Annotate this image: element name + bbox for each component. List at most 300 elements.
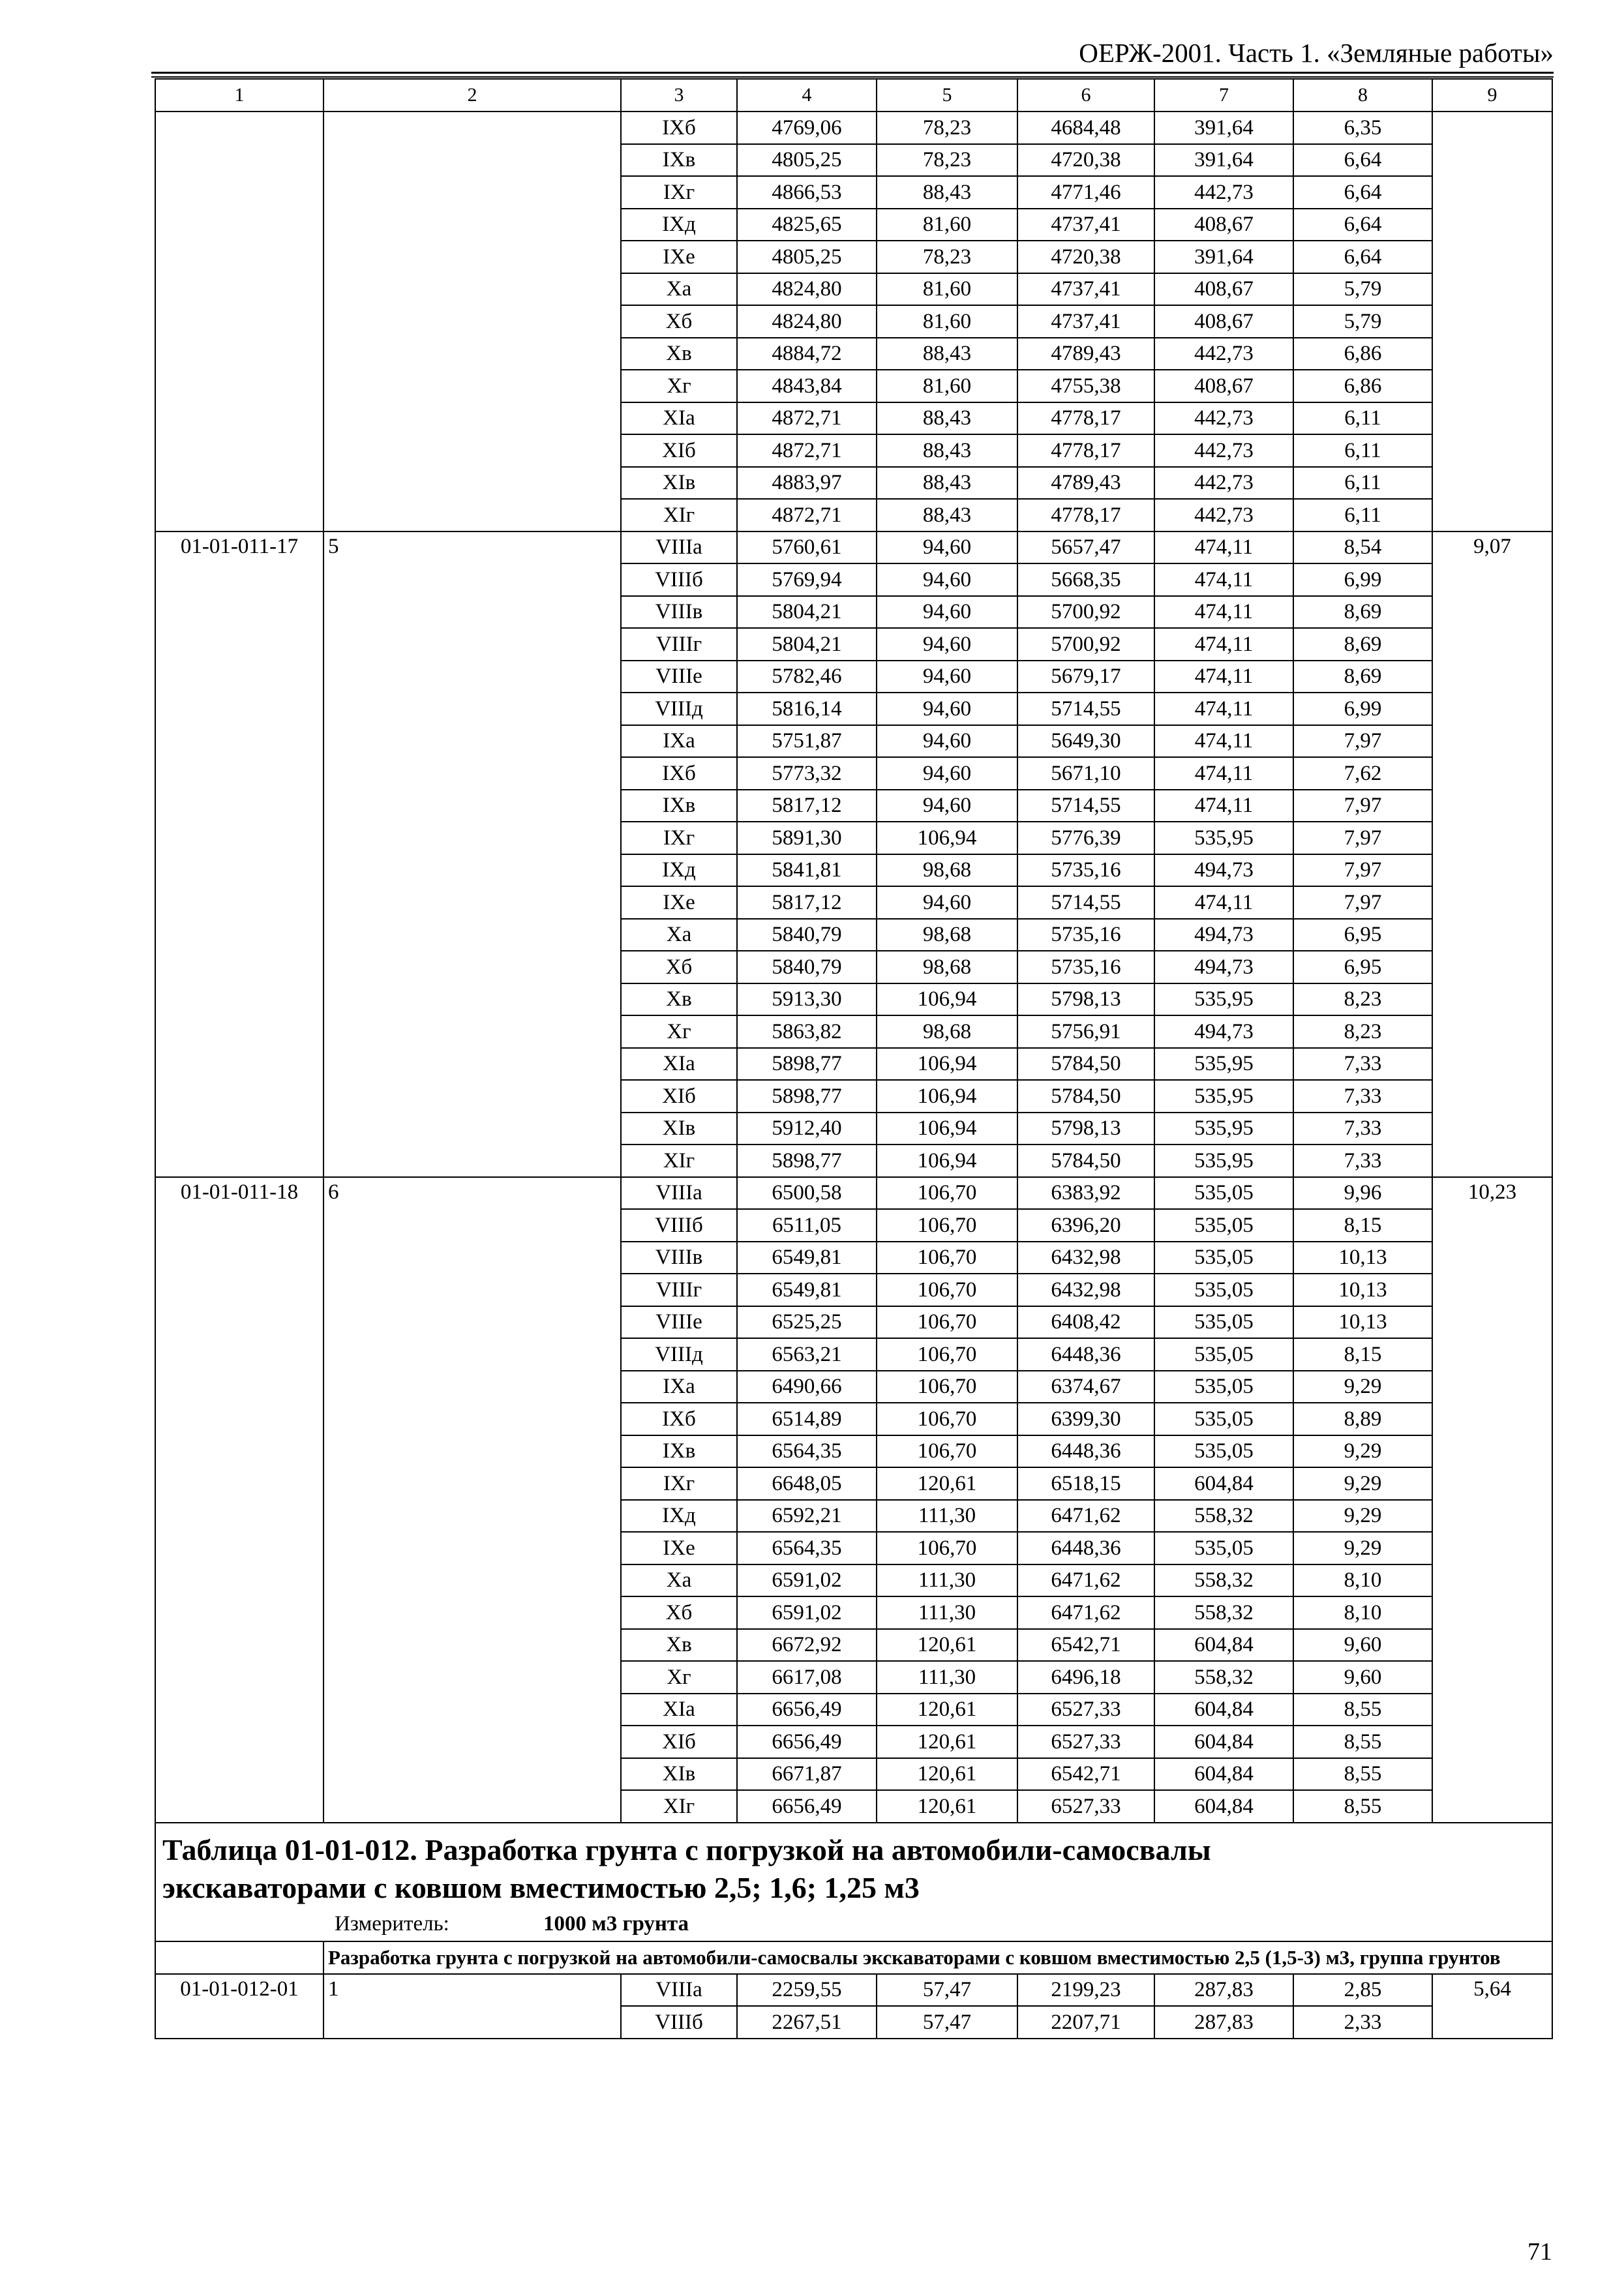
machinist-wages: 474,11 xyxy=(1154,661,1293,693)
soil-group: Xв xyxy=(621,1629,737,1662)
labor-wages: 106,94 xyxy=(877,983,1017,1016)
labor-hours: 6,11 xyxy=(1293,402,1432,435)
soil-group: XIв xyxy=(621,1113,737,1145)
labor-wages: 120,61 xyxy=(877,1467,1017,1500)
machine-cost: 4778,17 xyxy=(1017,402,1154,435)
labor-wages: 81,60 xyxy=(877,305,1017,338)
soil-group: Xа xyxy=(621,919,737,951)
machine-cost: 5649,30 xyxy=(1017,725,1154,758)
direct-cost: 6672,92 xyxy=(737,1629,877,1662)
machinist-wages: 558,32 xyxy=(1154,1564,1293,1597)
labor-hours: 7,97 xyxy=(1293,725,1432,758)
machine-cost: 2207,71 xyxy=(1017,2006,1154,2039)
labor-wages: 94,60 xyxy=(877,757,1017,790)
soil-group: XIб xyxy=(621,1080,737,1113)
machinist-wages: 474,11 xyxy=(1154,790,1293,822)
table-row xyxy=(155,112,1552,144)
soil-group: VIIIв xyxy=(621,1242,737,1274)
labor-wages: 94,60 xyxy=(877,725,1017,758)
machinist-wages: 535,05 xyxy=(1154,1532,1293,1564)
labor-hours: 7,97 xyxy=(1293,790,1432,822)
labor-hours: 2,85 xyxy=(1293,1974,1432,2007)
machine-cost: 4737,41 xyxy=(1017,305,1154,338)
direct-cost: 4824,80 xyxy=(737,273,877,306)
labor-hours: 8,55 xyxy=(1293,1694,1432,1726)
machinist-wages: 535,05 xyxy=(1154,1242,1293,1274)
labor-hours: 9,29 xyxy=(1293,1532,1432,1564)
labor-hours: 5,79 xyxy=(1293,305,1432,338)
labor-wages: 106,70 xyxy=(877,1177,1017,1210)
labor-hours: 6,99 xyxy=(1293,693,1432,725)
labor-wages: 106,94 xyxy=(877,1113,1017,1145)
labor-wages: 106,70 xyxy=(877,1532,1017,1564)
labor-wages: 106,70 xyxy=(877,1209,1017,1242)
machinist-wages: 535,05 xyxy=(1154,1435,1293,1468)
soil-group: XIв xyxy=(621,1758,737,1791)
direct-cost: 5841,81 xyxy=(737,854,877,887)
machine-cost: 4778,17 xyxy=(1017,434,1154,467)
soil-group: Xб xyxy=(621,951,737,983)
direct-cost: 5782,46 xyxy=(737,661,877,693)
labor-wages: 111,30 xyxy=(877,1596,1017,1629)
machine-cost: 6496,18 xyxy=(1017,1661,1154,1694)
machine-cost: 4720,38 xyxy=(1017,241,1154,273)
machinist-wages: 474,11 xyxy=(1154,596,1293,629)
col9-value: 9,07 xyxy=(1432,531,1552,1177)
direct-cost: 2259,55 xyxy=(737,1974,877,2007)
machinist-wages: 474,11 xyxy=(1154,531,1293,564)
rate-number: 6 xyxy=(323,1177,621,1823)
machinist-wages: 535,05 xyxy=(1154,1209,1293,1242)
labor-hours: 6,11 xyxy=(1293,467,1432,500)
labor-wages: 88,43 xyxy=(877,338,1017,370)
direct-cost: 4825,65 xyxy=(737,209,877,241)
machinist-wages: 442,73 xyxy=(1154,338,1293,370)
soil-group: Xа xyxy=(621,1564,737,1597)
soil-group: VIIIа xyxy=(621,1974,737,2007)
labor-hours: 10,13 xyxy=(1293,1242,1432,1274)
soil-group: Xв xyxy=(621,338,737,370)
labor-wages: 106,94 xyxy=(877,1144,1017,1177)
labor-wages: 111,30 xyxy=(877,1661,1017,1694)
direct-cost: 6564,35 xyxy=(737,1435,877,1468)
machinist-wages: 604,84 xyxy=(1154,1726,1293,1758)
soil-group: IXа xyxy=(621,725,737,758)
labor-wages: 106,94 xyxy=(877,1080,1017,1113)
labor-wages: 120,61 xyxy=(877,1758,1017,1791)
labor-hours: 10,13 xyxy=(1293,1274,1432,1306)
labor-wages: 98,68 xyxy=(877,951,1017,983)
labor-hours: 6,11 xyxy=(1293,434,1432,467)
direct-cost: 5751,87 xyxy=(737,725,877,758)
soil-group: Xг xyxy=(621,1015,737,1048)
soil-group: IXа xyxy=(621,1371,737,1403)
labor-wages: 98,68 xyxy=(877,919,1017,951)
soil-group: Xг xyxy=(621,370,737,402)
direct-cost: 5816,14 xyxy=(737,693,877,725)
labor-wages: 94,60 xyxy=(877,628,1017,661)
labor-wages: 106,70 xyxy=(877,1242,1017,1274)
labor-hours: 8,55 xyxy=(1293,1726,1432,1758)
machine-cost: 5784,50 xyxy=(1017,1080,1154,1113)
labor-wages: 88,43 xyxy=(877,499,1017,531)
labor-hours: 8,10 xyxy=(1293,1596,1432,1629)
meter-value: 1000 м3 грунта xyxy=(543,1911,689,1936)
machinist-wages: 604,84 xyxy=(1154,1467,1293,1500)
machine-cost: 6408,42 xyxy=(1017,1306,1154,1339)
column-number: 4 xyxy=(737,79,877,112)
machinist-wages: 442,73 xyxy=(1154,467,1293,500)
col9-value: 5,64 xyxy=(1432,1974,1552,2039)
labor-hours: 8,55 xyxy=(1293,1790,1432,1823)
soil-group: XIб xyxy=(621,434,737,467)
soil-group: XIг xyxy=(621,1790,737,1823)
machinist-wages: 535,05 xyxy=(1154,1306,1293,1339)
direct-cost: 5773,32 xyxy=(737,757,877,790)
machine-cost: 5735,16 xyxy=(1017,919,1154,951)
table-row xyxy=(155,531,1552,564)
machinist-wages: 474,11 xyxy=(1154,693,1293,725)
soil-group: IXе xyxy=(621,241,737,273)
machine-cost: 4684,48 xyxy=(1017,112,1154,144)
direct-cost: 4872,71 xyxy=(737,499,877,531)
direct-cost: 6656,49 xyxy=(737,1694,877,1726)
column-number: 6 xyxy=(1017,79,1154,112)
column-number-row xyxy=(155,79,1552,112)
soil-group: IXг xyxy=(621,822,737,854)
soil-group: Xв xyxy=(621,983,737,1016)
meter-row xyxy=(162,1909,1545,1938)
soil-group: XIа xyxy=(621,1694,737,1726)
labor-hours: 7,33 xyxy=(1293,1144,1432,1177)
machinist-wages: 535,95 xyxy=(1154,1113,1293,1145)
direct-cost: 4883,97 xyxy=(737,467,877,500)
labor-wages: 88,43 xyxy=(877,467,1017,500)
direct-cost: 4843,84 xyxy=(737,370,877,402)
machinist-wages: 474,11 xyxy=(1154,628,1293,661)
direct-cost: 6490,66 xyxy=(737,1371,877,1403)
direct-cost: 4824,80 xyxy=(737,305,877,338)
direct-cost: 6549,81 xyxy=(737,1242,877,1274)
direct-cost: 4872,71 xyxy=(737,434,877,467)
soil-group: VIIIд xyxy=(621,693,737,725)
labor-hours: 6,95 xyxy=(1293,951,1432,983)
direct-cost: 5817,12 xyxy=(737,886,877,919)
labor-wages: 106,94 xyxy=(877,1048,1017,1081)
labor-hours: 8,15 xyxy=(1293,1209,1432,1242)
labor-hours: 8,55 xyxy=(1293,1758,1432,1791)
direct-cost: 5840,79 xyxy=(737,951,877,983)
machinist-wages: 535,05 xyxy=(1154,1338,1293,1371)
labor-hours: 8,23 xyxy=(1293,1015,1432,1048)
labor-hours: 7,97 xyxy=(1293,854,1432,887)
labor-hours: 10,13 xyxy=(1293,1306,1432,1339)
labor-hours: 8,89 xyxy=(1293,1403,1432,1435)
col9-cell xyxy=(1432,112,1552,531)
machine-cost: 5798,13 xyxy=(1017,983,1154,1016)
meter-label: Измеритель: xyxy=(335,1911,449,1936)
direct-cost: 6564,35 xyxy=(737,1532,877,1564)
labor-wages: 120,61 xyxy=(877,1726,1017,1758)
machinist-wages: 474,11 xyxy=(1154,757,1293,790)
machine-cost: 6518,15 xyxy=(1017,1467,1154,1500)
machine-cost: 6399,30 xyxy=(1017,1403,1154,1435)
labor-wages: 120,61 xyxy=(877,1629,1017,1662)
machine-cost: 5700,92 xyxy=(1017,596,1154,629)
direct-cost: 6671,87 xyxy=(737,1758,877,1791)
direct-cost: 6500,58 xyxy=(737,1177,877,1210)
labor-hours: 6,11 xyxy=(1293,499,1432,531)
direct-cost: 6648,05 xyxy=(737,1467,877,1500)
machine-cost: 5735,16 xyxy=(1017,854,1154,887)
machine-cost: 5671,10 xyxy=(1017,757,1154,790)
machine-cost: 5735,16 xyxy=(1017,951,1154,983)
labor-wages: 94,60 xyxy=(877,596,1017,629)
labor-hours: 5,79 xyxy=(1293,273,1432,306)
direct-cost: 5804,21 xyxy=(737,596,877,629)
labor-wages: 106,70 xyxy=(877,1403,1017,1435)
soil-group: VIIIб xyxy=(621,2006,737,2039)
direct-cost: 6591,02 xyxy=(737,1596,877,1629)
direct-cost: 5898,77 xyxy=(737,1144,877,1177)
direct-cost: 5863,82 xyxy=(737,1015,877,1048)
soil-group: VIIIв xyxy=(621,596,737,629)
direct-cost: 5912,40 xyxy=(737,1113,877,1145)
machine-cost: 4789,43 xyxy=(1017,467,1154,500)
direct-cost: 6549,81 xyxy=(737,1274,877,1306)
machine-cost: 6396,20 xyxy=(1017,1209,1154,1242)
page-number: 71 xyxy=(1527,2238,1552,2266)
labor-wages: 111,30 xyxy=(877,1500,1017,1533)
machinist-wages: 442,73 xyxy=(1154,499,1293,531)
labor-hours: 8,23 xyxy=(1293,983,1432,1016)
direct-cost: 6514,89 xyxy=(737,1403,877,1435)
machine-cost: 4789,43 xyxy=(1017,338,1154,370)
machine-cost: 5756,91 xyxy=(1017,1015,1154,1048)
labor-hours: 6,64 xyxy=(1293,209,1432,241)
labor-wages: 88,43 xyxy=(877,402,1017,435)
machinist-wages: 558,32 xyxy=(1154,1661,1293,1694)
direct-cost: 6592,21 xyxy=(737,1500,877,1533)
direct-cost: 4884,72 xyxy=(737,338,877,370)
table-title-line: экскаваторами с ковшом вместимостью 2,5; 1,6; 1,25 м3 xyxy=(162,1870,920,1904)
direct-cost: 6656,49 xyxy=(737,1790,877,1823)
machine-cost: 6527,33 xyxy=(1017,1726,1154,1758)
running-header: ОЕРЖ-2001. Часть 1. «Земляные работы» xyxy=(1079,38,1554,68)
labor-hours: 7,97 xyxy=(1293,886,1432,919)
machinist-wages: 442,73 xyxy=(1154,176,1293,209)
soil-group: Xб xyxy=(621,305,737,338)
code-cell xyxy=(155,1941,323,1974)
direct-cost: 4805,25 xyxy=(737,144,877,177)
machine-cost: 6432,98 xyxy=(1017,1242,1154,1274)
direct-cost: 5898,77 xyxy=(737,1048,877,1081)
machinist-wages: 474,11 xyxy=(1154,563,1293,596)
soil-group: IXд xyxy=(621,209,737,241)
soil-group: IXе xyxy=(621,1532,737,1564)
column-number: 3 xyxy=(621,79,737,112)
machinist-wages: 391,64 xyxy=(1154,144,1293,177)
soil-group: VIIIг xyxy=(621,628,737,661)
machine-cost: 5798,13 xyxy=(1017,1113,1154,1145)
soil-group: VIIIг xyxy=(621,1274,737,1306)
soil-group: IXв xyxy=(621,790,737,822)
labor-wages: 106,70 xyxy=(877,1274,1017,1306)
machinist-wages: 287,83 xyxy=(1154,2006,1293,2039)
soil-group: XIб xyxy=(621,1726,737,1758)
column-number: 2 xyxy=(323,79,621,112)
machinist-wages: 558,32 xyxy=(1154,1596,1293,1629)
soil-group: XIг xyxy=(621,1144,737,1177)
code-cell xyxy=(155,112,323,531)
labor-hours: 9,96 xyxy=(1293,1177,1432,1210)
direct-cost: 5891,30 xyxy=(737,822,877,854)
column-number: 7 xyxy=(1154,79,1293,112)
soil-group: Xа xyxy=(621,273,737,306)
soil-group: IXб xyxy=(621,757,737,790)
labor-hours: 7,97 xyxy=(1293,822,1432,854)
direct-cost: 5840,79 xyxy=(737,919,877,951)
direct-cost: 5804,21 xyxy=(737,628,877,661)
soil-group: IXб xyxy=(621,112,737,144)
direct-cost: 5817,12 xyxy=(737,790,877,822)
machine-cost: 4771,46 xyxy=(1017,176,1154,209)
machinist-wages: 535,05 xyxy=(1154,1371,1293,1403)
labor-hours: 7,62 xyxy=(1293,757,1432,790)
section-caption: Разработка грунта с погрузкой на автомобили-самосвалы экскаваторами с ковшом вместимостью 2,5 (1,5-3) м3, группа грунтов xyxy=(323,1941,1552,1974)
labor-wages: 94,60 xyxy=(877,563,1017,596)
labor-wages: 106,70 xyxy=(877,1306,1017,1339)
machine-cost: 5679,17 xyxy=(1017,661,1154,693)
soil-group: IXд xyxy=(621,1500,737,1533)
direct-cost: 5898,77 xyxy=(737,1080,877,1113)
machine-cost: 5714,55 xyxy=(1017,693,1154,725)
direct-cost: 6511,05 xyxy=(737,1209,877,1242)
labor-wages: 81,60 xyxy=(877,209,1017,241)
machine-cost: 4737,41 xyxy=(1017,273,1154,306)
labor-wages: 88,43 xyxy=(877,434,1017,467)
machine-cost: 6542,71 xyxy=(1017,1629,1154,1662)
machinist-wages: 442,73 xyxy=(1154,434,1293,467)
soil-group: VIIIб xyxy=(621,1209,737,1242)
labor-hours: 6,64 xyxy=(1293,241,1432,273)
labor-wages: 98,68 xyxy=(877,854,1017,887)
labor-wages: 120,61 xyxy=(877,1694,1017,1726)
machinist-wages: 494,73 xyxy=(1154,951,1293,983)
labor-wages: 98,68 xyxy=(877,1015,1017,1048)
labor-hours: 8,69 xyxy=(1293,628,1432,661)
direct-cost: 5760,61 xyxy=(737,531,877,564)
labor-hours: 6,64 xyxy=(1293,144,1432,177)
machinist-wages: 535,95 xyxy=(1154,1144,1293,1177)
direct-cost: 6591,02 xyxy=(737,1564,877,1597)
machinist-wages: 535,95 xyxy=(1154,822,1293,854)
labor-wages: 94,60 xyxy=(877,661,1017,693)
soil-group: XIа xyxy=(621,402,737,435)
machinist-wages: 535,95 xyxy=(1154,983,1293,1016)
table-title-row xyxy=(155,1823,1552,1941)
header-rule-thin xyxy=(151,76,1554,78)
labor-hours: 6,86 xyxy=(1293,338,1432,370)
section-caption-row xyxy=(155,1941,1552,1974)
labor-wages: 57,47 xyxy=(877,2006,1017,2039)
machinist-wages: 391,64 xyxy=(1154,241,1293,273)
labor-wages: 81,60 xyxy=(877,370,1017,402)
machine-cost: 6448,36 xyxy=(1017,1338,1154,1371)
labor-wages: 81,60 xyxy=(877,273,1017,306)
table-title-cell xyxy=(155,1823,1552,1941)
labor-wages: 94,60 xyxy=(877,531,1017,564)
machine-cost: 4778,17 xyxy=(1017,499,1154,531)
rate-number: 5 xyxy=(323,531,621,1177)
machine-cost: 5714,55 xyxy=(1017,790,1154,822)
machine-cost: 6527,33 xyxy=(1017,1694,1154,1726)
direct-cost: 2267,51 xyxy=(737,2006,877,2039)
direct-cost: 6563,21 xyxy=(737,1338,877,1371)
labor-hours: 9,29 xyxy=(1293,1435,1432,1468)
machine-cost: 6542,71 xyxy=(1017,1758,1154,1791)
machine-cost: 4755,38 xyxy=(1017,370,1154,402)
labor-hours: 8,15 xyxy=(1293,1338,1432,1371)
machine-cost: 6471,62 xyxy=(1017,1596,1154,1629)
soil-group: VIIIе xyxy=(621,1306,737,1339)
machinist-wages: 604,84 xyxy=(1154,1758,1293,1791)
direct-cost: 5769,94 xyxy=(737,563,877,596)
soil-group: Xб xyxy=(621,1596,737,1629)
soil-group: IXг xyxy=(621,176,737,209)
labor-hours: 8,69 xyxy=(1293,661,1432,693)
machine-cost: 6471,62 xyxy=(1017,1564,1154,1597)
column-number: 1 xyxy=(155,79,323,112)
labor-wages: 106,94 xyxy=(877,822,1017,854)
soil-group: VIIIа xyxy=(621,531,737,564)
machinist-wages: 535,95 xyxy=(1154,1048,1293,1081)
soil-group: XIг xyxy=(621,499,737,531)
soil-group: XIа xyxy=(621,1048,737,1081)
soil-group: IXв xyxy=(621,1435,737,1468)
labor-hours: 9,60 xyxy=(1293,1629,1432,1662)
column-number: 5 xyxy=(877,79,1017,112)
machinist-wages: 391,64 xyxy=(1154,112,1293,144)
header-rule xyxy=(151,72,1554,74)
machine-cost: 5714,55 xyxy=(1017,886,1154,919)
labor-hours: 6,99 xyxy=(1293,563,1432,596)
soil-group: IXе xyxy=(621,886,737,919)
direct-cost: 6525,25 xyxy=(737,1306,877,1339)
labor-wages: 106,70 xyxy=(877,1435,1017,1468)
rate-code: 01-01-011-18 xyxy=(155,1177,323,1823)
labor-hours: 7,33 xyxy=(1293,1080,1432,1113)
machine-cost: 5700,92 xyxy=(1017,628,1154,661)
machinist-wages: 535,05 xyxy=(1154,1274,1293,1306)
column-number: 8 xyxy=(1293,79,1432,112)
machine-cost: 5784,50 xyxy=(1017,1048,1154,1081)
machinist-wages: 535,05 xyxy=(1154,1177,1293,1210)
rate-code: 01-01-012-01 xyxy=(155,1974,323,2039)
machine-cost: 6471,62 xyxy=(1017,1500,1154,1533)
machinist-wages: 494,73 xyxy=(1154,854,1293,887)
labor-wages: 78,23 xyxy=(877,144,1017,177)
machinist-wages: 604,84 xyxy=(1154,1629,1293,1662)
direct-cost: 4872,71 xyxy=(737,402,877,435)
labor-wages: 94,60 xyxy=(877,790,1017,822)
rates-table xyxy=(155,78,1553,2039)
table-title-line: Таблица 01-01-012. Разработка грунта с погрузкой на автомобили-самосвалы xyxy=(162,1833,1211,1866)
machine-cost: 4737,41 xyxy=(1017,209,1154,241)
labor-hours: 9,29 xyxy=(1293,1500,1432,1533)
rate-code: 01-01-011-17 xyxy=(155,531,323,1177)
labor-hours: 6,64 xyxy=(1293,176,1432,209)
